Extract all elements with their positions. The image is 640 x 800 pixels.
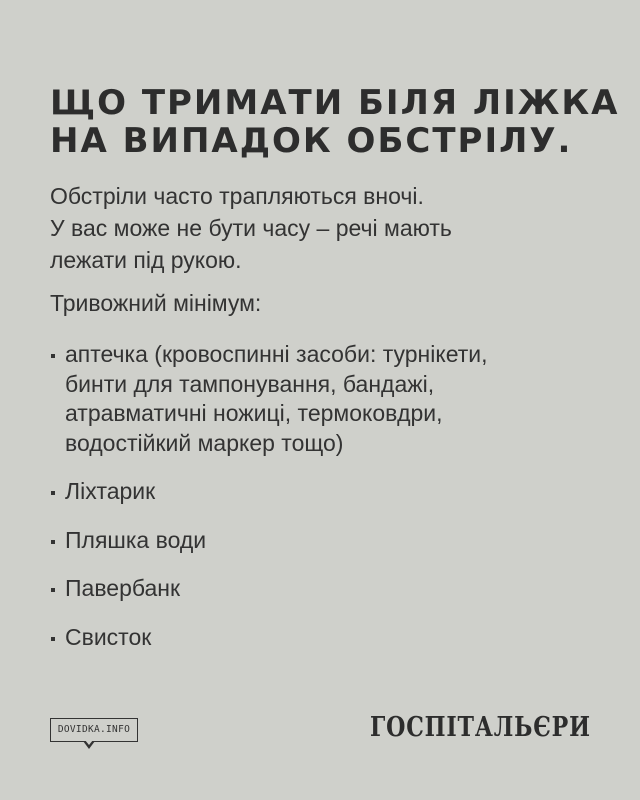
page-title: [50, 83, 620, 161]
list-item-line: водостійкий маркер тощо): [65, 429, 344, 456]
list-item-line: Пляшка води: [65, 526, 207, 553]
list-item-line: Свисток: [65, 623, 152, 650]
bullet-icon: [51, 637, 55, 641]
intro-line: Обстріли часто трапляються вночі.: [50, 183, 424, 209]
intro-line: У вас може не бути часу – речі мають: [50, 215, 452, 241]
dovidka-logo: [50, 718, 138, 742]
intro-text: [50, 180, 610, 276]
essentials-list: [50, 340, 620, 671]
bullet-icon: [51, 588, 55, 592]
intro-line: лежати під рукою.: [50, 247, 242, 273]
list-item-line: бинти для тампонування, бандажі,: [65, 370, 435, 397]
list-item-line: атравматичні ножиці, термоковдри,: [65, 400, 443, 426]
list-item: [50, 340, 620, 458]
title-line: НА ВИПАДОК ОБСТРІЛУ.: [50, 121, 573, 161]
list-item: [50, 574, 620, 604]
list-item-line: Ліхтарик: [65, 478, 156, 504]
list-item-line: Павербанк: [65, 575, 181, 601]
bullet-icon: [51, 354, 55, 358]
list-item-line: аптечка (кровоспинні засоби: турнікети,: [65, 341, 488, 367]
list-item: [50, 623, 620, 653]
speech-bubble-tail-inner: [85, 740, 93, 745]
list-item: [50, 526, 620, 556]
bullet-icon: [51, 491, 55, 495]
dovidka-logo-text: DOVIDKA.INFO: [57, 724, 131, 735]
minimum-label: Тривожний мінімум:: [50, 290, 262, 316]
bullet-icon: [51, 540, 55, 544]
title-line: ЩО ТРИМАТИ БІЛЯ ЛІЖКА: [50, 83, 620, 123]
hospitallers-logo: ГОСПІТАЛЬЄРИ: [370, 712, 591, 743]
list-item: [50, 477, 620, 507]
